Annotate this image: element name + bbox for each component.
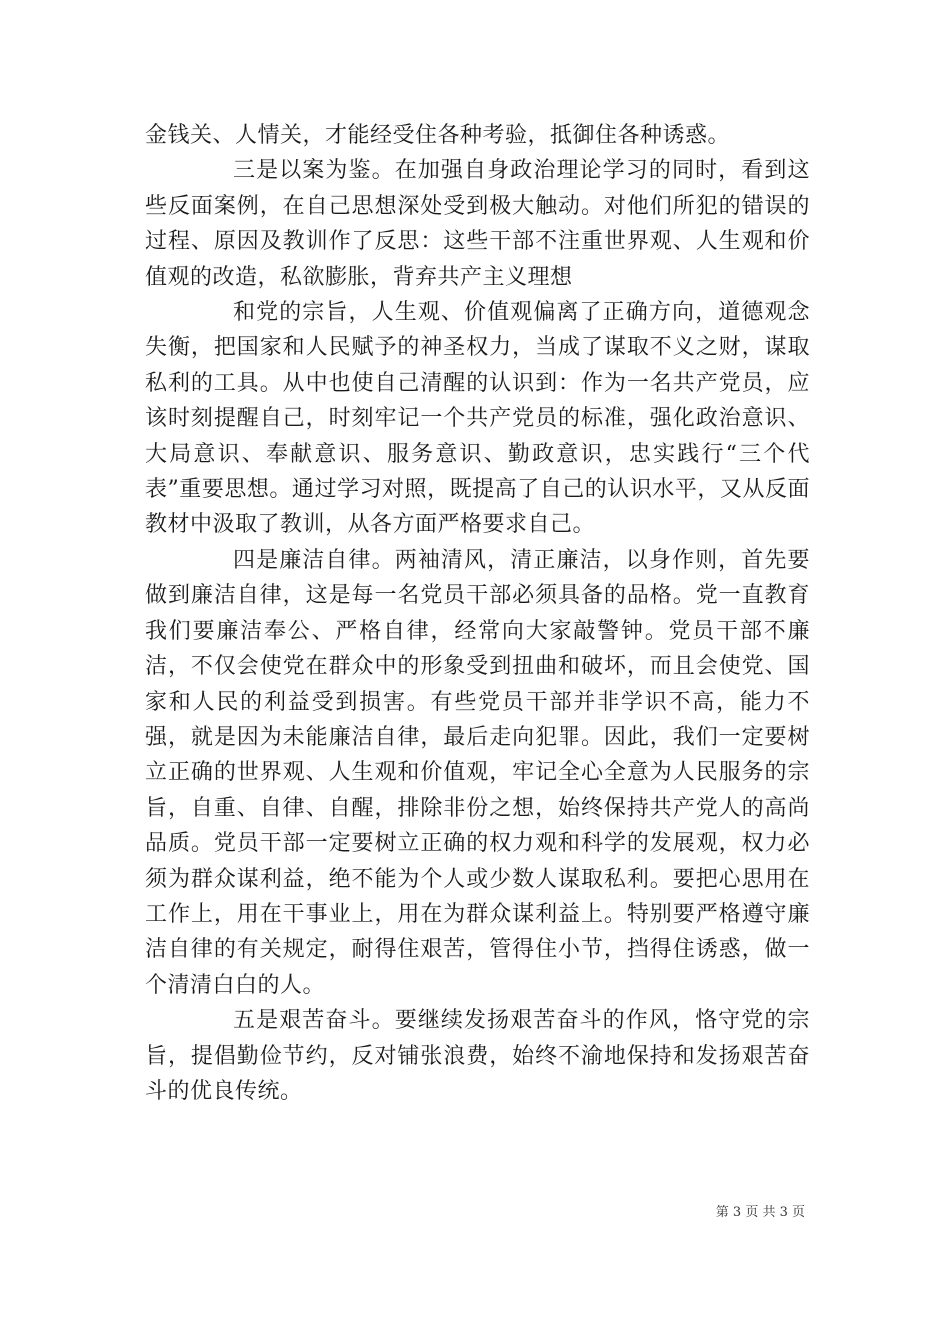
page-number-footer: 第 3 页 共 3 页 <box>715 1205 805 1220</box>
paragraph-4: 四是廉洁自律。两袖清风，清正廉洁，以身作则，首先要做到廉洁自律，这是每一名党员干部必须具备的品格。党一直教育我们要廉洁奉公、严格自律，经常向大家敲警钟。党员干部不廉洁，不仅会使党在群众中的形象受到扭曲和破坏，而且会使党、国家和人民的利益受到损害。有些党员干部并非学识不高，能力不强，就是因为未能廉洁自律，最后走向犯罪。因此，我们一定要树立正确的世界观、人生观和价值观，牢记全心全意为人民服务的宗旨，自重、自律、自醒，排除非份之想，始终保持共产党人的高尚品质。党员干部一定要树立正确的权力观和科学的发展观，权力必须为群众谋利益，绝不能为个人或少数人谋取私利。要把心思用在工作上，用在干事业上，用在为群众谋利益上。特别要严格遵守廉洁自律的有关规定，耐得住艰苦，管得住小节，挡得住诱惑，做一个清清白白的人。 <box>145 547 810 998</box>
paragraph-3: 和党的宗旨，人生观、价值观偏离了正确方向，道德观念失衡，把国家和人民赋予的神圣权力，当成了谋取不义之财，谋取私利的工具。从中也使自己清醒的认识到：作为一名共产党员，应该时刻提醒自己，时刻牢记一个共产党员的标准，强化政治意识、大局意识、奉献意识、服务意识、勤政意识，忠实践行“三个代表”重要思想。通过学习对照，既提高了自己的认识水平，又从反面教材中汲取了教训，从各方面严格要求自己。 <box>145 300 810 538</box>
paragraph-5: 五是艰苦奋斗。要继续发扬艰苦奋斗的作风，恪守党的宗旨，提倡勤俭节约，反对铺张浪费，始终不渝地保持和发扬艰苦奋斗的优良传统。 <box>145 1008 810 1104</box>
paragraph-1: 金钱关、人情关，才能经受住各种考验，抵御住各种诱惑。 <box>145 123 731 148</box>
document-body <box>145 118 810 1109</box>
paragraph-2: 三是以案为鉴。在加强自身政治理论学习的同时，看到这些反面案例，在自己思想深处受到极大触动。对他们所犯的错误的过程、原因及教训作了反思：这些干部不注重世界观、人生观和价值观的改造，私欲膨胀，背弃共产主义理想 <box>145 158 810 290</box>
